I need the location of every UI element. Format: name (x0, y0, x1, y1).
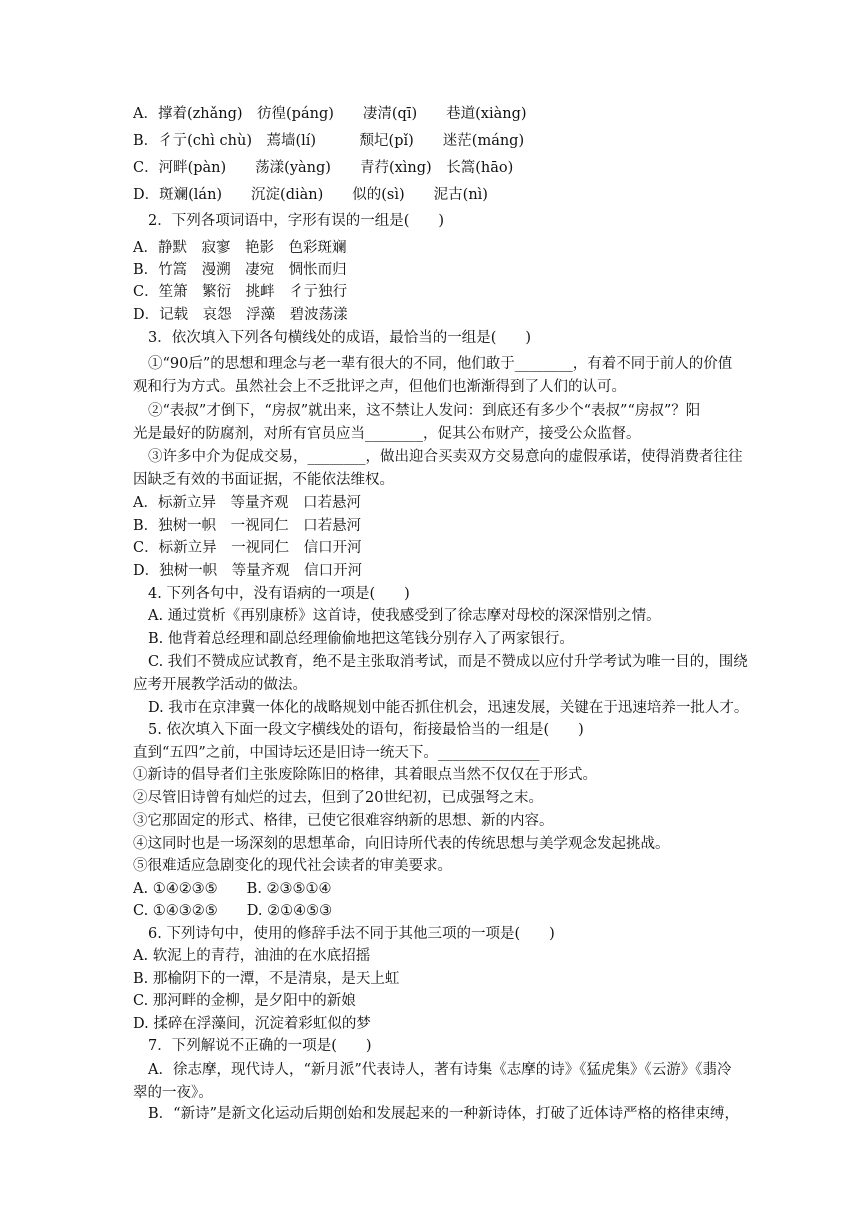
text-line: C. ①④③②⑤ D. ②①④⑤③ (133, 903, 333, 919)
text-line: D．独树一帜 等量齐观 信口开河 (133, 563, 363, 579)
text-line: B．竹篙 漫溯 凄宛 惆怅而归 (133, 262, 347, 278)
text-line: ③许多中介为促成交易，________，做出迎合买卖双方交易意向的虚假承诺，使得消费者往往 (148, 449, 743, 465)
text-line: D．斑斓(lán) 沉淀(diàn) 似的(sì) 泥古(nì) (133, 187, 488, 203)
text-line: D．记载 哀怨 浮藻 碧波荡漾 (133, 307, 348, 323)
text-line: A．标新立异 等量齐观 口若悬河 (133, 495, 361, 511)
text-line: C．标新立异 一视同仁 信口开河 (133, 540, 362, 556)
text-line: 翠的一夜》。 (133, 1085, 213, 1101)
text-line: D. 揉碎在浮藻间，沉淀着彩虹似的梦 (133, 1016, 371, 1032)
text-line: ③它那固定的形式、格律，已使它很难容纳新的思想、新的内容。 (133, 813, 554, 829)
text-line: ⑤很难适应急剧变化的现代社会读者的审美要求。 (133, 858, 452, 874)
text-line: A. 软泥上的青荇，油油的在水底招摇 (133, 948, 371, 964)
text-line: B．“新诗”是新文化运动后期创始和发展起来的一种新诗体，打破了近体诗严格的格律束缚， (148, 1106, 739, 1122)
text-line: B．彳亍(chì chù) 蔫墙(lí) 颓圮(pǐ) 迷茫(máng) (133, 133, 525, 149)
text-line: 6. 下列诗句中，使用的修辞手法不同于其他三项的一项是( ) (148, 926, 555, 942)
text-line: C. 那河畔的金柳，是夕阳中的新娘 (133, 993, 356, 1009)
text-line: ②“表叔”才倒下，“房叔”就出来，这不禁让人发问：到底还有多少个“表叔”“房叔”？阳 (148, 403, 701, 419)
text-line: C. 我们不赞成应试教育，绝不是主张取消考试，而是不赞成以应付升学考试为唯一目的，围绕 (148, 654, 748, 670)
text-line: D. 我市在京津冀一体化的战略规划中能否抓住机会，迅速发展，关键在于迅速培养一批人才。 (148, 700, 749, 716)
text-line: ①“90后”的思想和理念与老一辈有很大的不同，他们敢于________，有着不同于前人的价值 (148, 356, 733, 372)
text-line: B．独树一帜 一视同仁 口若悬河 (133, 518, 362, 534)
text-line: 观和行为方式。虽然社会上不乏批评之声，但他们也渐渐得到了人们的认可。 (133, 379, 626, 395)
text-line: B. 那榆阴下的一潭，不是清泉，是天上虹 (133, 971, 400, 987)
text-line: ④这同时也是一场深刻的思想革命，向旧诗所代表的传统思想与美学观念发起挑战。 (133, 836, 670, 852)
text-line: A. 通过赏析《再别康桥》这首诗，使我感受到了徐志摩对母校的深深惜别之情。 (148, 608, 661, 624)
text-line: 4. 下列各句中，没有语病的一项是( ) (148, 586, 410, 602)
text-line: A．撑着(zhǎng) 彷徨(páng) 凄清(qī) 巷道(xiàng) (133, 106, 527, 122)
text-line: A．徐志摩，现代诗人，“新月派”代表诗人，著有诗集《志摩的诗》《猛虎集》《云游》《翡冷 (148, 1062, 732, 1078)
text-line: ①新诗的倡导者们主张废除陈旧的格律，其着眼点当然不仅仅在于形式。 (133, 767, 597, 783)
text-line: 2．下列各项词语中，字形有误的一组是( ) (148, 213, 445, 229)
text-line: 应考开展教学活动的做法。 (133, 677, 307, 693)
text-line: 3．依次填入下列各句横线处的成语，最恰当的一组是( ) (148, 330, 532, 346)
text-line: 直到“五四”之前，中国诗坛还是旧诗一统天下。______________ (133, 745, 540, 761)
text-line: 因缺乏有效的书面证据，不能依法维权。 (133, 472, 394, 488)
text-line: 光是最好的防腐剂，对所有官员应当________，促其公布财产，接受公众监督。 (133, 426, 641, 442)
text-line: C．笙箫 繁衍 挑衅 彳亍独行 (133, 284, 348, 300)
text-line: B. 他背着总经理和副总经理偷偷地把这笔钱分别存入了两家银行。 (148, 631, 574, 647)
text-line: C．河畔(pàn) 荡漾(yàng) 青荇(xìng) 长篙(hāo) (133, 160, 514, 176)
text-line: A. ①④②③⑤ B. ②③⑤①④ (133, 881, 332, 897)
text-line: 5. 依次填入下面一段文字横线处的语句，衔接最恰当的一组是( ) (148, 722, 584, 738)
text-line: A．静默 寂寥 艳影 色彩斑斓 (133, 240, 347, 256)
text-line: ②尽管旧诗曾有灿烂的过去，但到了20世纪初，已成强弩之末。 (133, 790, 543, 806)
text-line: 7．下列解说不正确的一项是( ) (148, 1038, 372, 1054)
